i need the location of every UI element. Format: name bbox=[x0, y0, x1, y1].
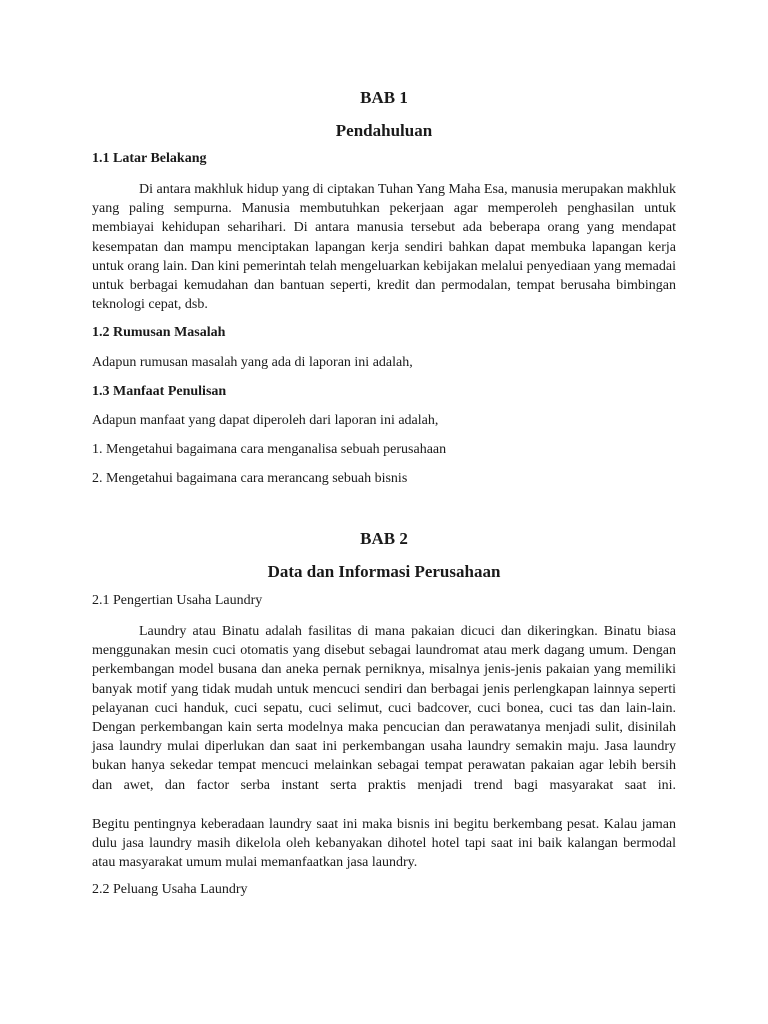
section-2-1-heading: 2.1 Pengertian Usaha Laundry bbox=[92, 593, 263, 608]
section-2-1-paragraph-a: Laundry atau Binatu adalah fasilitas di mana pakaian dicuci dan dikeringkan. Binatu biasa menggunakan mesin cuci otomatis yang disebut sebagai laundromat atau merk dagang umum. Dengan perkembangan model busana dan aneka pernak perniknya, misalnya jenis-jenis pakaian yang memiliki banyak motif yang tidak mudah untuk mencuci sendiri dan berbagai jenis perlengkapan lainnya seperti pelayanan cuci handuk, cuci sepatu, cuci selimut, cuci badcover, cuci bonea, cuci tas dan lain-lain. Dengan perkembangan kain serta modelnya maka pencucian dan perawatanya menjadi sulit, disinilah jasa laundry mulai diperlukan dan saat ini perkembangan usaha laundry semakin maju. Jasa laundry bukan hanya sekedar tempat mencuci melainkan sebagai tempat perawatan pakaian agar lebih bersih dan awet, dan factor serba instant serta praktis menjadi trend bagi masyarakat saat ini. bbox=[92, 624, 676, 793]
list-item: 2. Mengetahui bagaimana cara merancang sebuah bisnis bbox=[92, 471, 408, 486]
section-1-2-heading: 1.2 Rumusan Masalah bbox=[92, 325, 226, 340]
chapter-2-label: BAB 2 bbox=[360, 529, 408, 548]
chapter-1-title: Pendahuluan bbox=[335, 121, 433, 140]
list-item: 1. Mengetahui bagaimana cara menganalisa sebuah perusahaan bbox=[92, 442, 447, 457]
section-1-3-heading: 1.3 Manfaat Penulisan bbox=[92, 384, 227, 399]
chapter-1-label: BAB 1 bbox=[360, 88, 408, 107]
section-1-1-heading: 1.1 Latar Belakang bbox=[92, 151, 207, 166]
section-1-2-text: Adapun rumusan masalah yang ada di laporan ini adalah, bbox=[92, 355, 413, 370]
section-2-2-heading: 2.2 Peluang Usaha Laundry bbox=[92, 882, 248, 897]
chapter-2-title: Data dan Informasi Perusahaan bbox=[267, 562, 501, 581]
section-2-1-paragraph-b: Begitu pentingnya keberadaan laundry saat ini maka bisnis ini begitu berkembang pesat. Kalau jaman dulu jasa laundry masih dikelola oleh kebanyakan dihotel hotel tapi saat ini baik kalangan bermodal atau masyarakat umum mulai memanfaatkan jasa laundry. bbox=[92, 817, 676, 871]
section-1-1-paragraph: Di antara makhluk hidup yang di ciptakan Tuhan Yang Maha Esa, manusia merupakan makhluk yang paling sempurna. Manusia membutuhkan pekerjaan agar memperoleh penghasilan untuk membiayai kehidupan seharihari. Di antara manusia tersebut ada beberapa orang yang mendapat kesempatan dan mampu menciptakan lapangan kerja sendiri bahkan dapat membuka lapangan kerja untuk orang lain. Dan kini pemerintah telah mengeluarkan kebijakan melalui penyediaan yang memadai untuk berbagai kemudahan dan bantuan seperti, kredit dan permodalan, tempat berusaha bimbingan teknologi cepat, dsb. bbox=[92, 182, 676, 313]
section-1-3-text: Adapun manfaat yang dapat diperoleh dari laporan ini adalah, bbox=[92, 413, 439, 428]
